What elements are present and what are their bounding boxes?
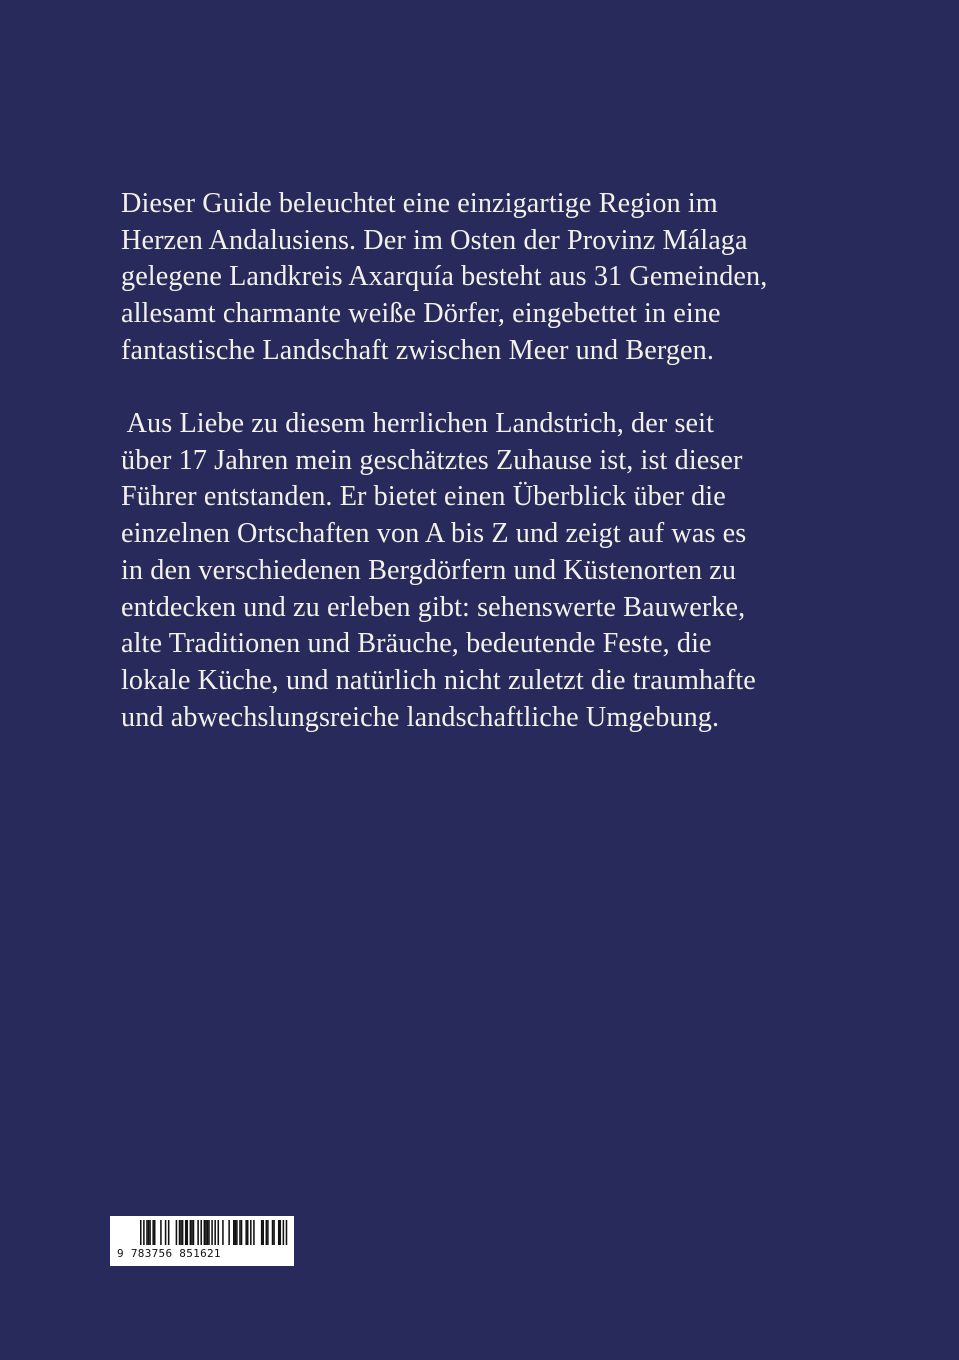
barcode-bar [236, 1220, 238, 1245]
barcode-bar [245, 1220, 247, 1245]
isbn-barcode [110, 1216, 294, 1266]
barcode-bar [204, 1220, 206, 1245]
blurb-line: entdecken und zu erleben gibt: sehenswerte Bauwerke, [121, 591, 746, 623]
blurb-line: und abwechslungsreiche landschaftliche Umgebung. [121, 701, 720, 733]
barcode-bar [197, 1220, 199, 1245]
barcode-bar [222, 1220, 224, 1245]
barcode-bar [149, 1220, 151, 1245]
blurb-line: lokale Küche, und natürlich nicht zuletzt die traumhafte [121, 664, 756, 696]
barcode-bar [250, 1220, 252, 1245]
blurb-line: fantastische Landschaft zwischen Meer und Bergen. [121, 334, 714, 366]
blurb-line: alte Traditionen und Bräuche, bedeutende Feste, die [121, 628, 712, 660]
barcode-bar [205, 1220, 207, 1245]
blurb-line: Dieser Guide beleuchtet eine einzigartige Region im [121, 188, 718, 219]
barcode-bar [165, 1220, 167, 1245]
barcode-bar [214, 1220, 216, 1245]
barcode-bar [272, 1220, 274, 1245]
barcode-bar [253, 1220, 255, 1245]
blurb-line: Aus Liebe zu diesem herrlichen Landstrich, der seit [121, 408, 715, 440]
barcode-bar [233, 1220, 235, 1245]
barcode-bar [190, 1220, 192, 1245]
barcode-bar [239, 1220, 241, 1245]
barcode-bar [180, 1220, 182, 1245]
blurb-line: Herzen Andalusiens. Der im Osten der Provinz Málaga [121, 224, 748, 256]
blurb-line: gelegene Landkreis Axarquía besteht aus 31 Gemeinden, [121, 261, 768, 293]
barcode-bar [143, 1220, 145, 1245]
barcode-bar [200, 1220, 202, 1245]
barcode-bar [176, 1220, 178, 1245]
barcode-bar [266, 1220, 268, 1245]
blurb-line: Führer entstanden. Er bietet einen Überblick über die [121, 481, 726, 513]
barcode-bar [218, 1220, 220, 1245]
blurb-paragraph-2 [121, 406, 881, 736]
barcode-bar [273, 1220, 275, 1245]
barcode-bar [278, 1220, 280, 1245]
barcode-bar [191, 1220, 193, 1245]
blurb-line: in den verschiedenen Bergdörfern und Küstenorten zu [121, 554, 737, 586]
barcode-bar [154, 1220, 156, 1245]
barcode-bar [140, 1220, 142, 1245]
barcode-bar [148, 1220, 150, 1245]
barcode-bar [235, 1220, 237, 1245]
barcode-bar [168, 1220, 170, 1245]
barcode-bar [182, 1220, 184, 1245]
back-cover-blurb [121, 186, 881, 736]
barcode-bar [228, 1220, 230, 1245]
barcode-bar [280, 1220, 282, 1245]
barcode-bar [267, 1220, 269, 1245]
blurb-line: über 17 Jahren mein geschätztes Zuhause ist, ist dieser [121, 444, 743, 476]
blurb-paragraph-1 [121, 186, 881, 370]
barcode-bar [247, 1220, 249, 1245]
barcode-bar [208, 1220, 210, 1245]
barcode-bar [207, 1220, 209, 1245]
barcode-bar [160, 1220, 162, 1245]
barcode-bar [185, 1220, 187, 1245]
barcode-bar [262, 1220, 264, 1245]
barcode-bar [146, 1220, 148, 1245]
barcode-bar [187, 1220, 189, 1245]
barcode-bar [241, 1220, 243, 1245]
barcode-digits: 9 783756 851621 [117, 1247, 221, 1260]
barcode-bar [261, 1220, 263, 1245]
barcode-bar [211, 1220, 213, 1245]
barcode-bar [152, 1220, 154, 1245]
barcode-bar [193, 1220, 195, 1245]
blurb-line: allesamt charmante weiße Dörfer, eingebettet in eine [121, 298, 721, 330]
barcode-bar [286, 1220, 288, 1245]
barcode-bar [179, 1220, 181, 1245]
paragraph-spacer [121, 370, 881, 407]
blurb-line: einzelnen Ortschaften von A bis Z und zeigt auf was es [121, 518, 747, 550]
barcode-bar [283, 1220, 285, 1245]
